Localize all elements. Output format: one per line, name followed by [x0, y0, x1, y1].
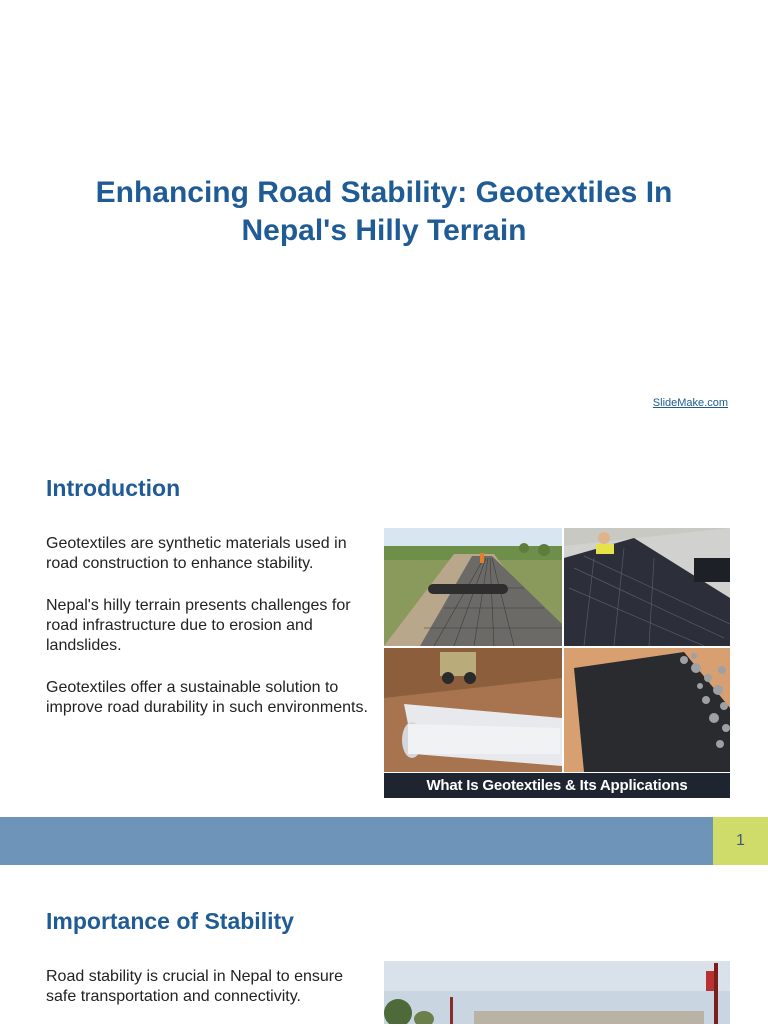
- geocell-installation-photo: [564, 528, 730, 646]
- intro-paragraph: Nepal's hilly terrain presents challenges for road infrastructure due to erosion and landslides.: [46, 597, 351, 654]
- introduction-text: [46, 534, 376, 740]
- geotextile-gravel-photo: [564, 648, 730, 772]
- geotextile-roll-photo: [384, 648, 562, 772]
- figure-caption: What Is Geotextiles & Its Applications: [384, 773, 730, 798]
- road-geogrid-photo: [384, 528, 562, 646]
- intro-paragraph: Geotextiles offer a sustainable solution to improve road durability in such environments.: [46, 679, 368, 716]
- importance-text: [46, 967, 376, 1029]
- introduction-heading: Introduction: [46, 475, 181, 501]
- importance-paragraph: Road stability is crucial in Nepal to ensure safe transportation and connectivity.: [46, 968, 344, 1005]
- intro-paragraph: Geotextiles are synthetic materials used in road construction to enhance stability.: [46, 535, 347, 572]
- collage-svg: [384, 528, 730, 798]
- page-number: 1: [713, 817, 768, 865]
- road-site-image: [384, 961, 730, 1024]
- slide-footer-band: [0, 817, 713, 865]
- importance-heading: Importance of Stability: [46, 908, 294, 934]
- slide-title: Enhancing Road Stability: Geotextiles In Nepal's Hilly Terrain: [95, 176, 673, 247]
- slidemake-credit-link[interactable]: SlideMake.com: [652, 397, 728, 409]
- road-site-svg: [384, 961, 730, 1024]
- geotextiles-collage-image: [384, 528, 730, 798]
